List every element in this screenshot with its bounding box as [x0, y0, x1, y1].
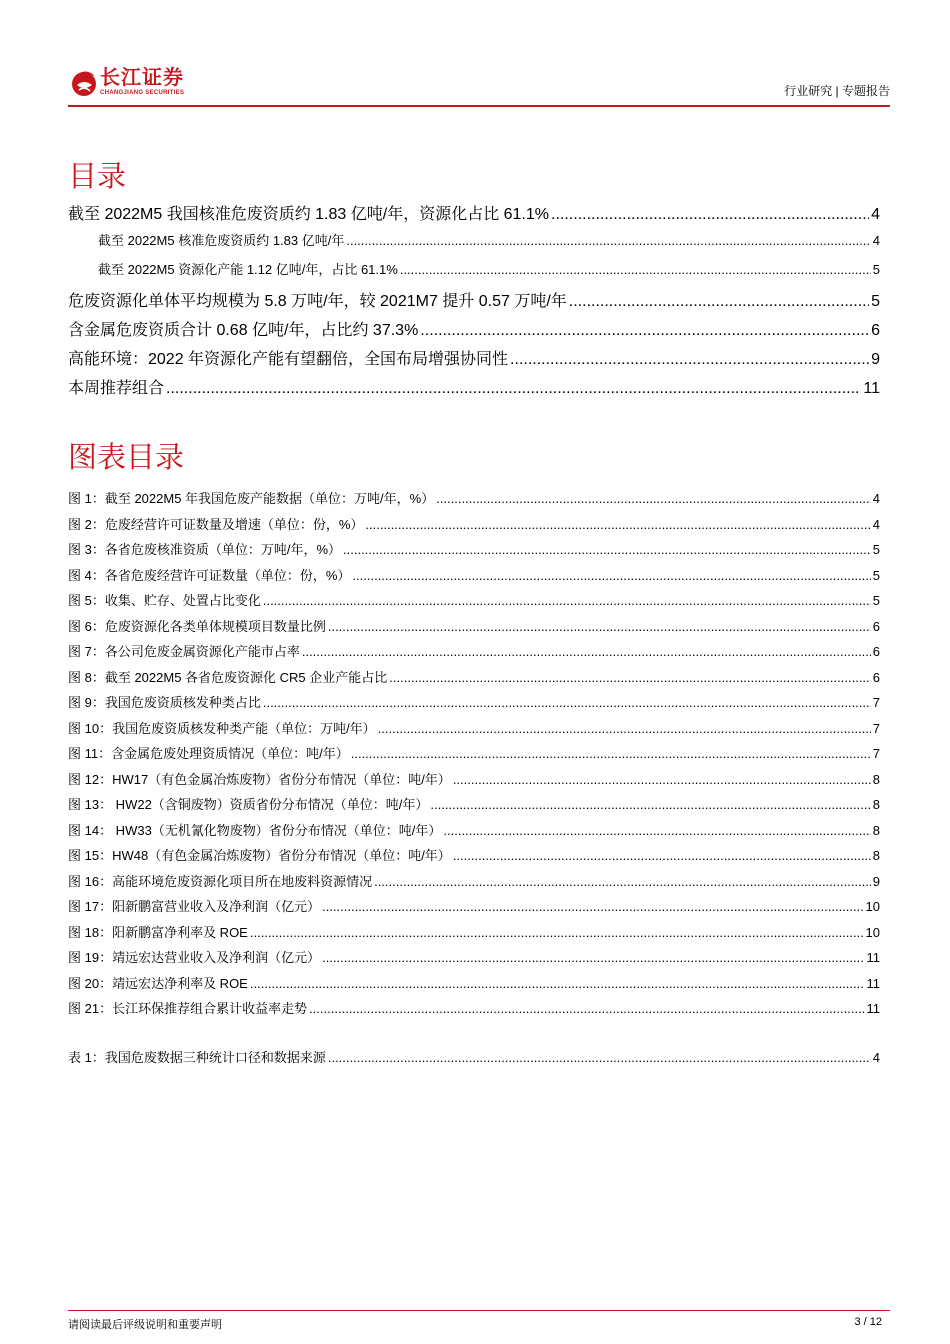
figure-entry-label: 图 1：截至 2022M5 年我国危废产能数据（单位：万吨/年，%）	[68, 491, 435, 506]
footer-disclaimer: 请阅读最后评级说明和重要声明	[68, 1319, 222, 1331]
figure-entry-label: 图 20：靖远宏达净利率及 ROE	[68, 975, 248, 991]
figure-entry[interactable]	[68, 667, 880, 693]
figure-entry[interactable]	[68, 998, 880, 1024]
figure-entry-label: 图 15：HW48（有色金属冶炼废物）省份分布情况（单位：吨/年）	[68, 848, 451, 863]
figure-entry-page: 10	[865, 924, 880, 940]
figure-entry-page: 9	[872, 873, 880, 889]
toc-entry-label: 含金属危废资质合计 0.68 亿吨/年，占比约 37.3%	[68, 322, 419, 339]
figure-entry[interactable]	[68, 565, 880, 591]
figure-entry[interactable]	[68, 641, 880, 667]
figure-entry-label: 图 6：危废资源化各类单体规模项目数量比例	[68, 618, 326, 634]
figure-entry-label: 图 4：各省危废经营许可证数量（单位：份，%）	[68, 567, 351, 583]
table-list	[68, 1047, 880, 1073]
toc-subentry[interactable]	[68, 230, 880, 259]
figure-entry-label: 图 11：含金属危废处理资质情况（单位：吨/年）	[68, 746, 349, 761]
figure-entry-page: 6	[872, 669, 880, 685]
figure-entry[interactable]	[68, 973, 880, 999]
toc-entry-page: 6	[871, 322, 880, 339]
figure-entry-page: 7	[872, 720, 880, 736]
figure-entry-page: 6	[872, 644, 880, 659]
figure-entry[interactable]	[68, 743, 880, 769]
figure-entry-label: 图 14： HW33（无机氰化物废物）省份分布情况（单位：吨/年）	[68, 822, 442, 838]
toc-entry[interactable]	[68, 375, 880, 404]
toc-entry-label: 截至 2022M5 核准危废资质约 1.83 亿吨/年	[98, 233, 345, 248]
figure-entry-label: 图 8：截至 2022M5 各省危废资源化 CR5 企业产能占比	[68, 669, 388, 685]
report-category: 行业研究 | 专题报告	[784, 84, 890, 98]
figure-entry-label: 图 16：高能环境危废资源化项目所在地废料资源情况	[68, 873, 373, 889]
figure-entry-page: 11	[866, 1001, 880, 1016]
toc-entry-label: 截至 2022M5 我国核准危废资质约 1.83 亿吨/年，资源化占比 61.1%	[68, 206, 550, 223]
company-logo	[68, 64, 184, 100]
logo-chinese-name: 长江证券	[100, 67, 184, 89]
page-number: 3 / 12	[854, 1316, 882, 1328]
figure-entry-page: 5	[872, 593, 880, 608]
figure-entry-page: 8	[872, 771, 880, 787]
figure-entry[interactable]	[68, 845, 880, 871]
figure-entry-label: 图 17：阳新鹏富营业收入及净利润（亿元）	[68, 899, 321, 914]
figure-entry-page: 7	[872, 746, 880, 761]
figure-entry[interactable]	[68, 769, 880, 795]
toc-list	[68, 201, 880, 404]
figure-entry-label: 图 21：长江环保推荐组合累计收益率走势	[68, 1001, 308, 1016]
toc-entry[interactable]	[68, 346, 880, 375]
table-entry[interactable]	[68, 1047, 880, 1073]
figure-entry[interactable]	[68, 616, 880, 642]
figure-entry[interactable]	[68, 871, 880, 897]
figures-title: 图表目录	[68, 442, 185, 474]
toc-entry-page: 5	[872, 262, 880, 277]
figure-entry-label: 图 5：收集、贮存、处置占比变化	[68, 593, 261, 608]
figure-entry[interactable]	[68, 896, 880, 922]
figure-entry-page: 10	[865, 899, 880, 914]
toc-entry-label: 本周推荐组合	[68, 380, 165, 397]
toc-entry-page: 9	[871, 351, 880, 368]
figure-entry-label: 图 7：各公司危废金属资源化产能市占率	[68, 644, 300, 659]
toc-subentry[interactable]	[68, 259, 880, 288]
footer-divider	[68, 1310, 890, 1311]
figure-entry[interactable]	[68, 794, 880, 820]
toc-entry-page: 4	[872, 233, 880, 248]
toc-entry-page: 4	[871, 206, 880, 223]
figure-entry[interactable]	[68, 488, 880, 514]
toc-entry-page: 5	[871, 293, 880, 310]
figure-entry-page: 8	[872, 797, 880, 812]
toc-entry-page: 11	[863, 380, 880, 397]
figure-entry-label: 图 10：我国危废资质核发种类产能（单位：万吨/年）	[68, 720, 376, 736]
page-header	[68, 62, 890, 104]
figure-entry-label: 图 13： HW22（含铜废物）资质省份分布情况（单位：吨/年）	[68, 797, 429, 812]
figure-entry-label: 图 12：HW17（有色金属冶炼废物）省份分布情况（单位：吨/年）	[68, 771, 451, 787]
logo-english-name: CHANGJIANG SECURITIES	[100, 90, 185, 96]
toc-entry[interactable]	[68, 201, 880, 230]
table-entry-page: 4	[872, 1050, 880, 1065]
figure-list	[68, 488, 880, 1024]
toc-title: 目录	[68, 161, 127, 193]
figure-entry[interactable]	[68, 947, 880, 973]
figure-entry-label: 图 9：我国危废资质核发种类占比	[68, 695, 261, 710]
toc-entry[interactable]	[68, 288, 880, 317]
figure-entry-page: 5	[872, 567, 880, 583]
figure-entry[interactable]	[68, 820, 880, 846]
figure-entry-page: 4	[872, 516, 880, 532]
header-divider	[68, 105, 890, 107]
table-entry-label: 表 1：我国危废数据三种统计口径和数据来源	[68, 1050, 326, 1065]
figure-entry[interactable]	[68, 718, 880, 744]
figure-entry-label: 图 2：危废经营许可证数量及增速（单位：份，%）	[68, 516, 364, 532]
figure-entry-label: 图 19：靖远宏达营业收入及净利润（亿元）	[68, 950, 321, 965]
figure-entry-label: 图 3：各省危废核准资质（单位：万吨/年，%）	[68, 542, 342, 557]
figure-entry-page: 4	[872, 491, 880, 506]
figure-entry[interactable]	[68, 590, 880, 616]
figure-entry-page: 11	[866, 975, 880, 991]
toc-entry[interactable]	[68, 317, 880, 346]
toc-entry-label: 截至 2022M5 资源化产能 1.12 亿吨/年，占比 61.1%	[98, 262, 398, 277]
figure-entry-page: 5	[872, 542, 880, 557]
figure-entry[interactable]	[68, 692, 880, 718]
logo-emblem-icon	[68, 64, 98, 100]
figure-entry[interactable]	[68, 922, 880, 948]
figure-entry[interactable]	[68, 539, 880, 565]
figure-entry-label: 图 18：阳新鹏富净利率及 ROE	[68, 924, 248, 940]
figure-entry-page: 7	[872, 695, 880, 710]
figure-entry[interactable]	[68, 514, 880, 540]
figure-entry-page: 6	[872, 618, 880, 634]
figure-entry-page: 11	[866, 950, 880, 965]
figure-entry-page: 8	[872, 822, 880, 838]
figure-entry-page: 8	[872, 848, 880, 863]
toc-entry-label: 危废资源化单体平均规模为 5.8 万吨/年，较 2021M7 提升 0.57 万吨/年	[68, 293, 567, 310]
toc-entry-label: 高能环境：2022 年资源化产能有望翻倍，全国布局增强协同性	[68, 351, 509, 368]
